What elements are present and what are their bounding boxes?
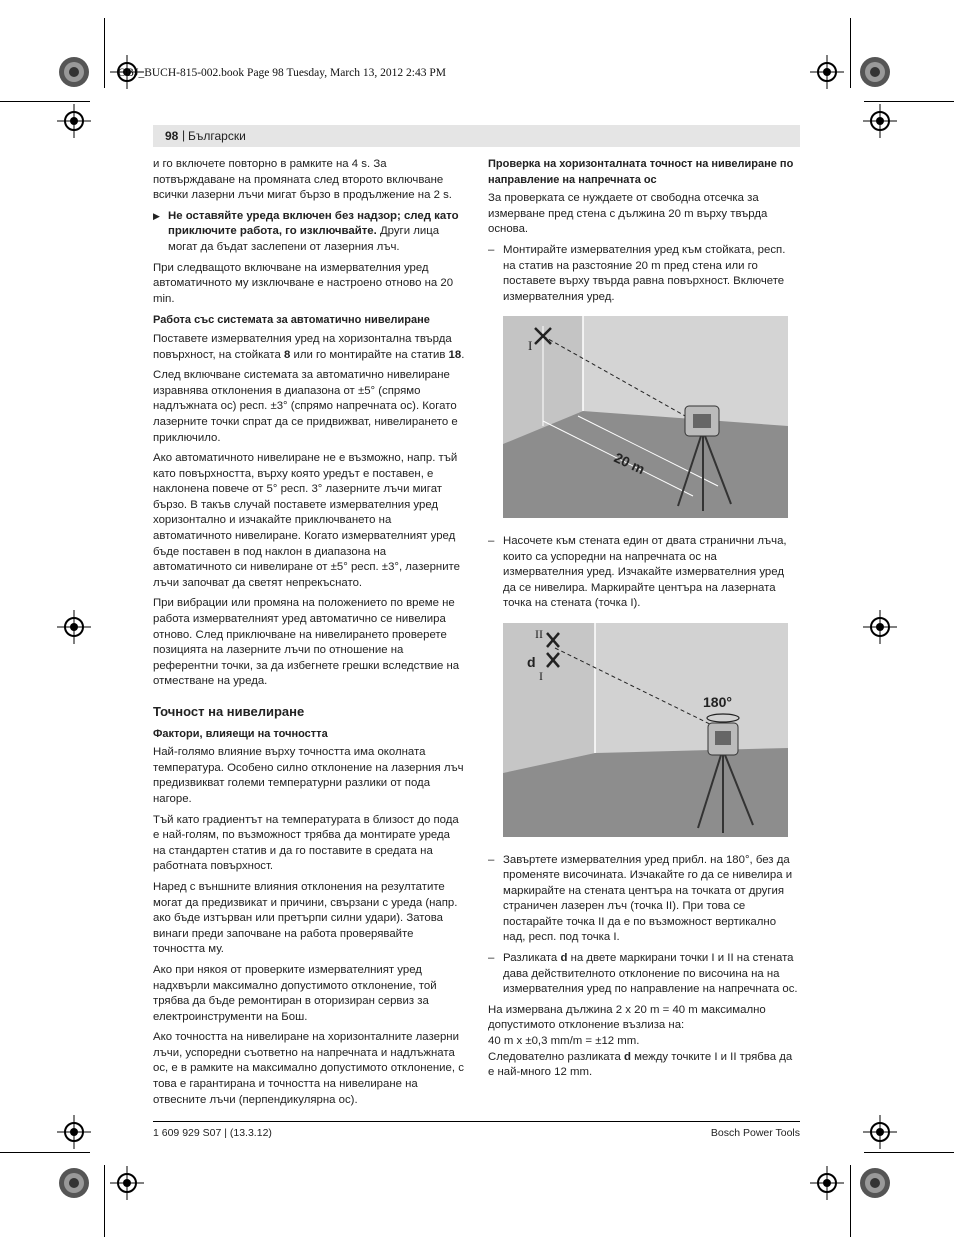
footer-brand: Bosch Power Tools — [710, 1127, 800, 1139]
section-heading: Работа със системата за автоматично нивелиране — [153, 314, 430, 327]
svg-text:I: I — [539, 668, 543, 683]
crop-mark — [104, 18, 105, 88]
print-slug: OBJ_BUCH-815-002.book Page 98 Tuesday, March 13, 2012 2:43 PM — [118, 67, 446, 79]
footer-rule — [153, 1121, 800, 1122]
paragraph: Ако при някоя от проверките измервателният уред надхвърли максимално допустимото отклонение, той трябва да бъде ремонтиран в оторизиран сервиз за електроинструменти на Бош. — [153, 963, 437, 1023]
paragraph: Следователно разликата d между точките I и II трябва да е най-много 12 mm. — [488, 1050, 793, 1079]
crop-mark — [104, 1165, 105, 1237]
crosshair-icon — [863, 104, 897, 138]
crosshair-icon — [57, 104, 91, 138]
paragraph: Наред с външните влияния отклонения на резултатите могат да предизвикат и причини, свързани с уреда (напр. ако бъде изтърван или претърпи силни удари). Затова винаги преди започване на работа проверявайте точността му. — [153, 880, 458, 956]
paragraph: Ако точността на нивелиране на хоризонталните лазерни лъчи, успоредни съответно на напречната и надлъжната ос, е в рамките на максимално допустимото отклонение, с това е гарантирана и точността на нивелиране на отвесните лъчи (перпендикулярна ос). — [153, 1031, 464, 1106]
registration-target-icon — [858, 1166, 892, 1200]
crop-mark — [0, 1152, 90, 1153]
crop-mark — [0, 101, 90, 102]
paragraph: Най-голямо влияние върху точността има околната температура. Особено силно отклонение на лазерния лъч предизвикват големи температурни разлики от пода нагоре. — [153, 746, 464, 805]
section-title: Точност на нивелиране — [153, 704, 305, 719]
page-number: 98 — [165, 129, 179, 143]
paragraph: За проверката се нуждаете от свободна отсечка за измерване пред стена с дължина 20 m върху твърда основа. — [488, 192, 768, 236]
right-column — [488, 157, 800, 1086]
crosshair-icon — [810, 1166, 844, 1200]
footer-doc-number: 1 609 929 S07 | (13.3.12) — [153, 1127, 272, 1139]
paragraph: Ако автоматичното нивелиране не е възможно, напр. тъй като повърхността, върху която уредът е поставен, е наклонена повече от 5° респ. 3° лазерните лъчи мигат бързо. В такъв случай поставете измервателния уред хоризонтално и изчакайте приключването на автоматичното нивелиране. Когато измервателният уред бъде поставен в под наклон в диапазона на автоматичното си нивелиране от ±5° респ. ±3°, лазерните лъчи започват да светят непрекъснато. — [153, 452, 460, 589]
figure-setup-20m — [503, 316, 788, 518]
crosshair-icon — [863, 1115, 897, 1149]
svg-text:I: I — [528, 338, 533, 354]
crosshair-icon — [110, 1166, 144, 1200]
crop-mark — [864, 101, 954, 102]
paragraph: На измервана дължина 2 x 20 m = 40 m максимално допустимото отклонение възлиза на: — [488, 1003, 766, 1032]
svg-text:II: II — [535, 626, 543, 641]
section-heading: Проверка на хоризонталната точност на нивелиране по направление на напречната ос — [488, 158, 794, 186]
crosshair-icon — [810, 55, 844, 89]
figure-rotate-180 — [503, 623, 788, 837]
formula: 40 m x ±0,3 mm/m = ±12 mm. — [488, 1035, 640, 1048]
warning-bold: Не оставяйте уреда включен без надзор; след като приключите работа, го изключвайте. — [168, 209, 459, 238]
triangle-bullet-icon: ▶ — [153, 210, 160, 221]
crosshair-icon — [863, 610, 897, 644]
paragraph: и го включете повторно в рамките на 4 s. За потвърждаване на промяната след второто включване всички лазерни лъчи мигат бързо в продължение на 2 s. — [153, 158, 452, 202]
paragraph: След включване системата за автоматично нивелиране изравнява отклонения в диапазона от ±5° (спрямо надлъжната ос) респ. ±3° (спрямо напречната ос). Когато лазерните точки спрат да се придвижват, нивелирането е приключило. — [153, 369, 458, 444]
step-item: – Завъртете измервателния уред прибл. на 180°, без да променяте височината. Изчакайте го да се нивелира и маркирайте на стената центъра на точката от другия страничен лазерен лъч (точка II). При това се постарайте точка II да е по възможност вертикално над, респ. под точка I. — [488, 853, 793, 944]
registration-target-icon — [57, 1166, 91, 1200]
svg-text:180°: 180° — [703, 693, 732, 710]
paragraph: Поставете измервателния уред на хоризонтална твърда повърхност, на стойката 8 или го монтирайте на статив 18. — [153, 332, 465, 361]
paragraph: При вибрации или промяна на положението по време не работа измервателният уред автоматично се нивелира отново. След приключване на нивелирането проверете позицията на лазерните лъчи по отношение на референтни точки, за да избегнете грешки вследствие на отместване на уреда. — [153, 597, 460, 688]
header-language: Български — [188, 129, 246, 143]
warning-bullet — [153, 209, 465, 256]
crosshair-icon — [57, 1115, 91, 1149]
step-item: – Насочете към стената един от двата странични лъча, които са успоредни на напречната ос на измервателния уред. Изчакайте измервателния уред да се нивелира. Маркирайте центъра на лазерната точка на стената (точка I). — [488, 534, 787, 610]
section-heading: Фактори, влияещи на точността — [153, 727, 328, 740]
header-separator: | — [182, 128, 186, 142]
crop-mark — [850, 1165, 851, 1237]
crop-mark — [864, 1152, 954, 1153]
page-header — [153, 125, 800, 147]
step-item: – Разликата d на двете маркирани точки I и II на стената дава действителното отклонение по височина на на измервателния уред по направление на напречната ос. — [488, 952, 798, 996]
left-column — [153, 157, 465, 1113]
paragraph: Тъй като градиентът на температурата в близост до пода е най-голям, по възможност трябва да монтирате уреда на стандартен статив и да го поставите в средата на работната повърхност. — [153, 813, 459, 873]
crosshair-icon — [57, 610, 91, 644]
registration-target-icon — [858, 55, 892, 89]
registration-target-icon — [57, 55, 91, 89]
svg-text:20 m: 20 m — [611, 449, 648, 478]
paragraph: При следващото включване на измервателния уред автоматичното му изключване е настроено отново на 20 min. — [153, 261, 454, 305]
crop-mark — [850, 18, 851, 88]
svg-text:d: d — [527, 653, 536, 670]
warning-text: Други лица могат да бъдат заслепени от лазерния лъч. — [168, 225, 440, 253]
step-item: – Монтирайте измервателния уред към стойката, респ. на статив на разстояние 20 m пред стена или го поставете върху твърда равна повърхност. Включете измервателния уред. — [488, 243, 786, 303]
